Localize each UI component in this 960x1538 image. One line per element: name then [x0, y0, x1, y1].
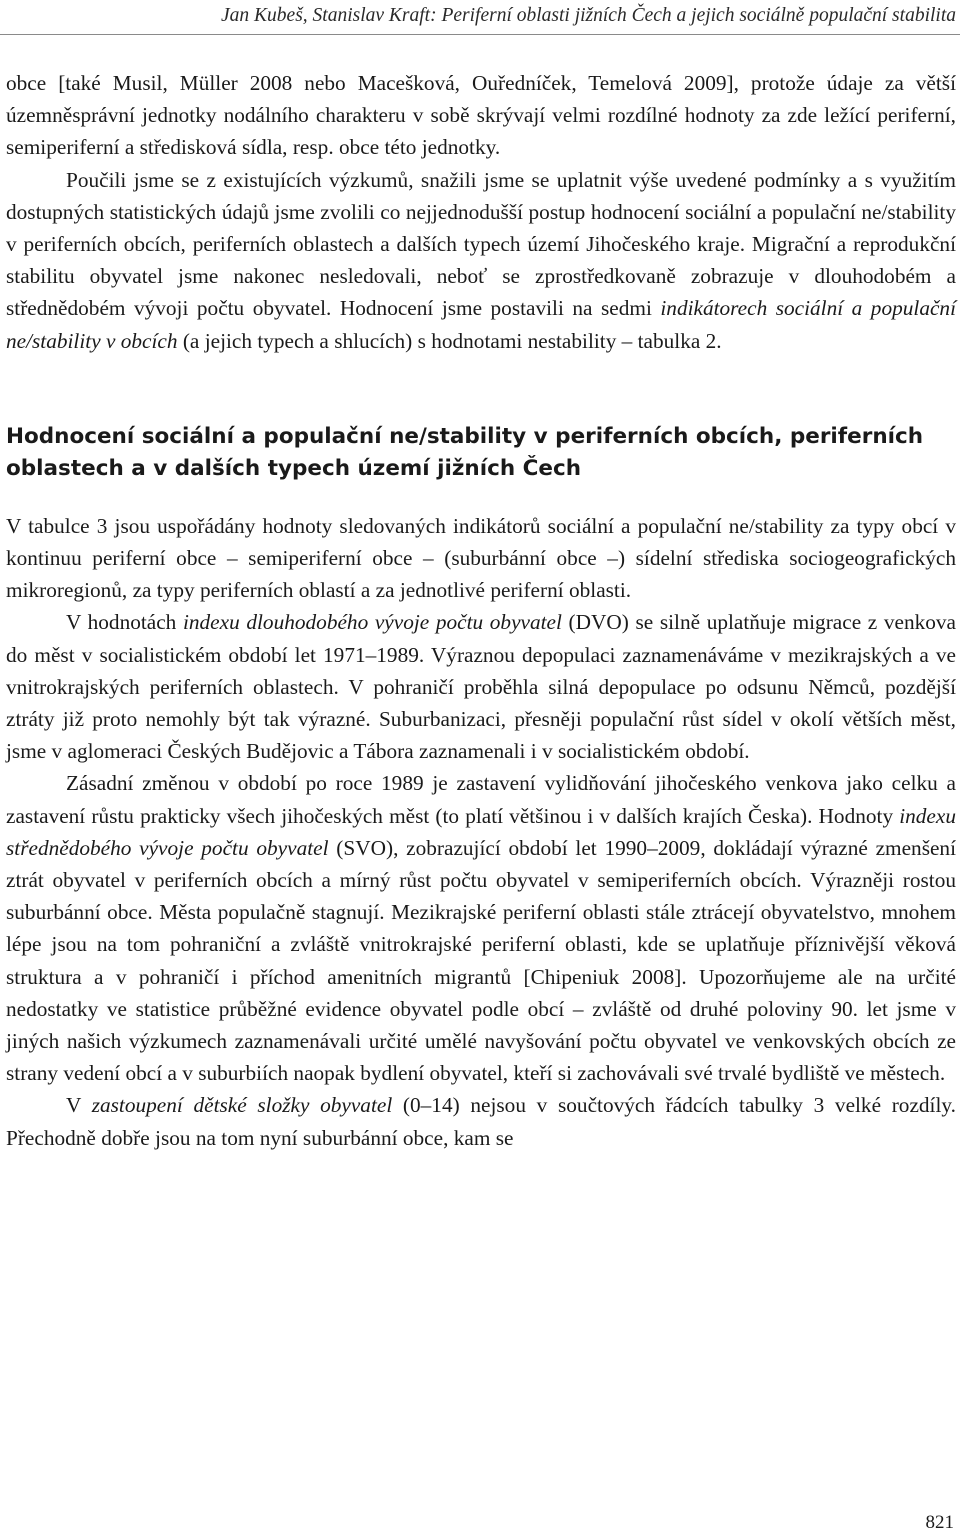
- running-head: Jan Kubeš, Stanislav Kraft: Periferní oblasti jižních Čech a jejich sociálně populační stabilita: [221, 5, 956, 26]
- page-body: [6, 67, 956, 1154]
- header-rule: [0, 34, 960, 35]
- paragraph: V tabulce 3 jsou uspořádány hodnoty sledovaných indikátorů sociální a populační ne/stability za typy obcí v kontinuu periferní obce – semiperiferní obce – (suburbánní obce –) sídelní střediska sociogeografických mikroregionů, za typy periferních oblastí a za jednotlivé periferní oblasti.: [6, 513, 956, 603]
- paragraph: V hodnotách indexu dlouhodobého vývoje počtu obyvatel (DVO) se silně uplatňuje migrace z venkova do měst v socialistickém období let 1971–1989. Výraznou depopulaci zaznamenáváme v mezikrajských a ve vnitrokrajských periferních oblastech. V pohraničí proběhla silná depopulace po odsunu Němců, pozdější ztráty již proto nemohly být tak výrazné. Suburbanizaci, přesněji populační růst sídel v okolí větších měst, jsme v aglomeraci Českých Budějovic a Tábora zaznamenali i v socialistickém období.: [6, 610, 957, 764]
- section-heading: Hodnocení sociální a populační ne/stability v periferních obcích, periferních oblastech a v dalších typech území jižních Čech: [6, 423, 924, 481]
- paragraph: obce [také Musil, Müller 2008 nebo Macešková, Ouředníček, Temelová 2009], protože údaje za větší územněsprávní jednotky nodálního charakteru v sobě skrývají velmi rozdílné hodnoty za zde ležící periferní, semiperiferní a středisková sídla, resp. obce této jednotky.: [6, 71, 956, 160]
- paragraph: Zásadní změnou v období po roce 1989 je zastavení vylidňování jihočeského venkova jako celku a zastavení růstu prakticky všech jihočeských měst (to platí většinou i v dalších krajích Česka). Hodnoty indexu střednědobého vývoje počtu obyvatel (SVO), zobrazující období let 1990–2009, dokládají výrazné zmenšení ztrát obyvatel v periferních obcích a mírný růst počtu obyvatel v semiperiferních obcích. Výrazněji rostou suburbánní obce. Města populačně stagnují. Mezikrajské periferní oblasti stále ztrácejí obyvatelstvo, mnohem lépe jsou na tom pohraniční a zvláště vnitrokrajské periferní oblasti, kde se uplatňuje příznivější věková struktura a v pohraničí i příchod amenitních migrantů [Chipeniuk 2008]. Upozorňujeme ale na určité nedostatky ve statistice průběžné evidence obyvatel podle obcí – zvláště od druhé poloviny 90. let jsme v jiných našich výzkumech zaznamenávali určité umělé navyšování počtu obyvatel ve venkovských obcích ze strany vedení obcí a v suburbiích naopak bydlení obyvatel, kteří si zachovávali své trvalé bydliště ve městech.: [6, 771, 956, 1086]
- italic-term: indexu střednědobého vývoje počtu obyvatel: [6, 803, 956, 860]
- italic-term: zastoupení dětské složky obyvatel: [91, 1093, 393, 1118]
- italic-term: indexu dlouhodobého vývoje počtu obyvatel: [182, 610, 562, 635]
- italic-term: indikátorech sociální a populační ne/stability v obcích: [6, 296, 956, 353]
- paragraph: V zastoupení dětské složky obyvatel (0–14) nejsou v součtových řádcích tabulky 3 velké rozdíly. Přechodně dobře jsou na tom nyní suburbánní obce, kam se: [6, 1093, 956, 1150]
- page-number: 821: [925, 1512, 954, 1533]
- paragraph: Poučili jsme se z existujících výzkumů, snažili jsme se uplatnit výše uvedené podmínky a s využitím dostupných statistických údajů jsme zvolili co nejjednodušší postup hodnocení sociální a populační ne/stability v periferních obcích, periferních oblastech a dalších typech území Jihočeského kraje. Migrační a reprodukční stabilitu obyvatel jsme nakonec nesledovali, neboť se zprostředkovaně zobrazuje v dlouhodobém a střednědobém vývoji počtu obyvatel. Hodnocení jsme postavili na sedmi indikátorech sociální a populační ne/stability v obcích (a jejich typech a shlucích) s hodnotami nestability – tabulka 2.: [6, 167, 956, 353]
